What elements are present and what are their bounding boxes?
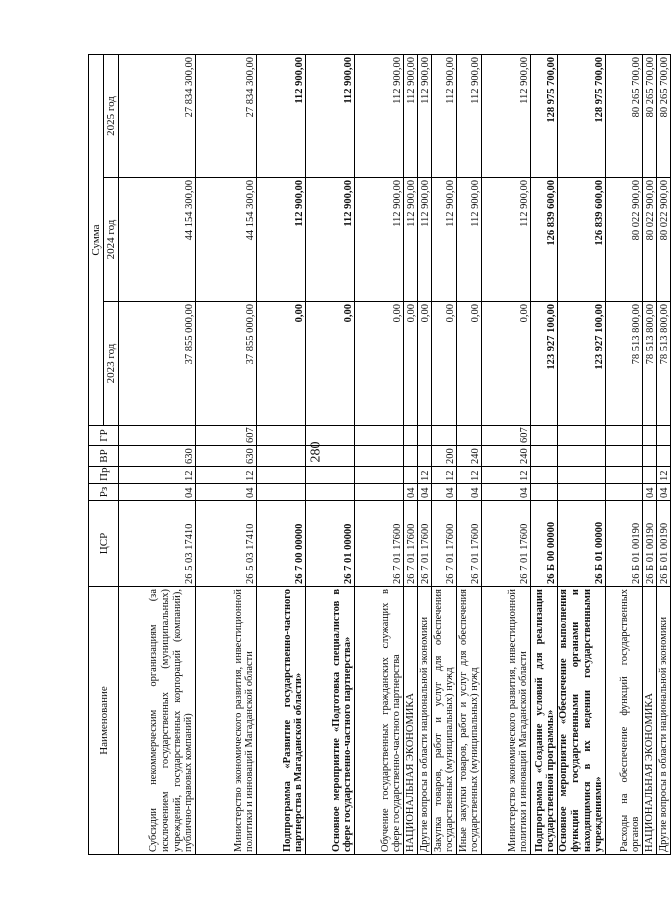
cell-y2023: 0,00 <box>355 302 404 426</box>
cell-y2024: 112 900,00 <box>355 178 404 302</box>
cell-y2024: 112 900,00 <box>404 178 418 302</box>
cell-y2024: 44 154 300,00 <box>119 178 196 302</box>
cell-csr: 26 7 01 17600 <box>355 501 404 587</box>
cell-name: Основное мероприятие «Подготовка специалистов в сфере государственно-частного партнерства» <box>306 587 355 855</box>
cell-csr: 26 7 01 17600 <box>404 501 418 587</box>
cell-vr <box>606 446 643 467</box>
cell-y2024: 112 900,00 <box>257 178 306 302</box>
cell-gr <box>457 426 482 446</box>
cell-rz: 04 <box>404 484 418 501</box>
cell-csr: 26 7 00 00000 <box>257 501 306 587</box>
cell-gr <box>418 426 432 446</box>
cell-y2023: 37 855 000,00 <box>196 302 257 426</box>
cell-vr: 200 <box>432 446 457 467</box>
cell-name: Подпрограмма «Создание условий для реализации государственной программы» <box>531 587 558 855</box>
cell-gr <box>404 426 418 446</box>
table-row <box>404 54 418 854</box>
page-number-text: 280 <box>308 441 323 463</box>
cell-name: Министерство экономического развития, инвестиционной политики и инноваций Магаданской области <box>482 587 531 855</box>
cell-pr: 12 <box>482 467 531 484</box>
cell-vr: 630 <box>196 446 257 467</box>
cell-pr: 12 <box>119 467 196 484</box>
cell-vr <box>657 446 671 467</box>
table-body <box>119 54 671 854</box>
cell-pr: 12 <box>418 467 432 484</box>
cell-rz: 04 <box>457 484 482 501</box>
cell-y2024: 80 022 900,00 <box>657 178 671 302</box>
cell-y2023: 0,00 <box>418 302 432 426</box>
cell-rz <box>531 484 558 501</box>
table-row <box>558 54 606 854</box>
header-vr: ВР <box>89 446 119 467</box>
cell-rz: 04 <box>482 484 531 501</box>
header-2025: 2025 год <box>104 54 119 177</box>
budget-table <box>88 54 671 855</box>
cell-gr <box>531 426 558 446</box>
cell-pr <box>355 467 404 484</box>
header-2024: 2024 год <box>104 178 119 302</box>
cell-gr <box>558 426 606 446</box>
cell-y2023: 78 513 800,00 <box>657 302 671 426</box>
header-name: Наименование <box>89 587 119 855</box>
rotated-table-wrapper <box>88 55 670 855</box>
cell-rz: 04 <box>196 484 257 501</box>
cell-rz: 04 <box>657 484 671 501</box>
cell-pr <box>404 467 418 484</box>
cell-rz: 04 <box>643 484 657 501</box>
table-row <box>606 54 643 854</box>
cell-gr: 607 <box>196 426 257 446</box>
cell-y2025: 128 975 700,00 <box>531 54 558 177</box>
cell-vr: 240 <box>457 446 482 467</box>
table-row <box>531 54 558 854</box>
cell-y2025: 27 834 300,00 <box>196 54 257 177</box>
cell-y2024: 80 022 900,00 <box>606 178 643 302</box>
cell-csr: 26 Б 01 00190 <box>606 501 643 587</box>
cell-vr: 630 <box>119 446 196 467</box>
cell-y2023: 78 513 800,00 <box>643 302 657 426</box>
cell-rz <box>306 484 355 501</box>
cell-vr <box>643 446 657 467</box>
header-sum: Сумма <box>89 54 104 425</box>
cell-csr: 26 7 01 17600 <box>457 501 482 587</box>
table-header <box>89 54 119 854</box>
cell-y2023: 0,00 <box>432 302 457 426</box>
cell-pr: 12 <box>657 467 671 484</box>
table-row <box>657 54 671 854</box>
cell-rz <box>606 484 643 501</box>
cell-y2025: 112 900,00 <box>432 54 457 177</box>
cell-rz: 04 <box>418 484 432 501</box>
cell-y2024: 112 900,00 <box>482 178 531 302</box>
cell-vr <box>306 446 355 467</box>
cell-rz <box>257 484 306 501</box>
cell-y2025: 112 900,00 <box>482 54 531 177</box>
cell-name: Иные закупки товаров, работ и услуг для обеспечения государственных (муниципальных) нужд <box>457 587 482 855</box>
cell-vr: 240 <box>482 446 531 467</box>
cell-y2023: 123 927 100,00 <box>558 302 606 426</box>
cell-csr: 26 Б 00 00000 <box>531 501 558 587</box>
table-row <box>119 54 196 854</box>
cell-pr: 12 <box>432 467 457 484</box>
cell-y2025: 80 265 700,00 <box>657 54 671 177</box>
table-row <box>257 54 306 854</box>
header-pr: Пр <box>89 467 119 484</box>
cell-vr <box>558 446 606 467</box>
cell-y2025: 112 900,00 <box>257 54 306 177</box>
cell-name: Другие вопросы в области национальной экономики <box>418 587 432 855</box>
cell-name: НАЦИОНАЛЬНАЯ ЭКОНОМИКА <box>643 587 657 855</box>
cell-csr: 26 Б 01 00190 <box>643 501 657 587</box>
cell-y2024: 126 839 600,00 <box>558 178 606 302</box>
cell-y2025: 112 900,00 <box>457 54 482 177</box>
cell-gr <box>657 426 671 446</box>
cell-y2024: 112 900,00 <box>418 178 432 302</box>
cell-y2025: 112 900,00 <box>306 54 355 177</box>
cell-csr: 26 Б 01 00190 <box>657 501 671 587</box>
cell-name: Подпрограмма «Развитие государственно-частного партнерства в Магаданской области» <box>257 587 306 855</box>
cell-name: Обучение государственных гражданских служащих в сфере государственно-частного партнерства <box>355 587 404 855</box>
cell-y2025: 112 900,00 <box>404 54 418 177</box>
cell-y2023: 123 927 100,00 <box>531 302 558 426</box>
cell-csr: 26 7 01 17600 <box>418 501 432 587</box>
cell-rz <box>355 484 404 501</box>
cell-gr <box>257 426 306 446</box>
table-row <box>196 54 257 854</box>
table-row <box>355 54 404 854</box>
cell-y2025: 27 834 300,00 <box>119 54 196 177</box>
cell-name: Министерство экономического развития, инвестиционной политики и инноваций Магаданской области <box>196 587 257 855</box>
cell-vr <box>257 446 306 467</box>
cell-csr: 26 5 03 17410 <box>119 501 196 587</box>
cell-csr: 26 7 01 00000 <box>306 501 355 587</box>
cell-pr <box>643 467 657 484</box>
cell-name: Закупка товаров, работ и услуг для обеспечения государственных (муниципальных) нужд <box>432 587 457 855</box>
cell-y2023: 0,00 <box>482 302 531 426</box>
header-gr: ГР <box>89 426 119 446</box>
cell-y2025: 112 900,00 <box>355 54 404 177</box>
cell-csr: 26 7 01 17600 <box>432 501 457 587</box>
cell-y2023: 78 513 800,00 <box>606 302 643 426</box>
cell-rz: 04 <box>432 484 457 501</box>
cell-y2024: 126 839 600,00 <box>531 178 558 302</box>
cell-y2025: 80 265 700,00 <box>606 54 643 177</box>
cell-gr <box>643 426 657 446</box>
cell-gr <box>119 426 196 446</box>
cell-y2024: 80 022 900,00 <box>643 178 657 302</box>
table-row <box>418 54 432 854</box>
cell-csr: 26 Б 01 00000 <box>558 501 606 587</box>
table-row <box>643 54 657 854</box>
cell-y2023: 0,00 <box>257 302 306 426</box>
cell-vr <box>355 446 404 467</box>
table-row <box>457 54 482 854</box>
cell-y2024: 112 900,00 <box>432 178 457 302</box>
cell-y2023: 37 855 000,00 <box>119 302 196 426</box>
cell-csr: 26 7 01 17600 <box>482 501 531 587</box>
cell-y2024: 44 154 300,00 <box>196 178 257 302</box>
cell-name: Основное мероприятие «Обеспечение выполнения функций государственными органами и находящимися в их ведении государственными учреждениями» <box>558 587 606 855</box>
cell-name: Субсидии некоммерческим организациям (за исключением государственных (муниципальных) учреждений, государственных корпораций (компаний), публично-правовых компаний) <box>119 587 196 855</box>
cell-rz <box>558 484 606 501</box>
cell-vr <box>531 446 558 467</box>
cell-y2025: 80 265 700,00 <box>643 54 657 177</box>
cell-y2023: 0,00 <box>457 302 482 426</box>
cell-rz: 04 <box>119 484 196 501</box>
table-row <box>306 54 355 854</box>
cell-pr <box>606 467 643 484</box>
cell-vr <box>404 446 418 467</box>
cell-pr: 12 <box>196 467 257 484</box>
header-2023: 2023 год <box>104 302 119 426</box>
cell-pr: 12 <box>457 467 482 484</box>
cell-y2024: 112 900,00 <box>457 178 482 302</box>
cell-gr <box>432 426 457 446</box>
cell-name: Расходы на обеспечение функций государственных органов <box>606 587 643 855</box>
cell-pr <box>306 467 355 484</box>
cell-y2023: 0,00 <box>306 302 355 426</box>
cell-gr: 607 <box>482 426 531 446</box>
cell-gr <box>606 426 643 446</box>
cell-y2025: 112 900,00 <box>418 54 432 177</box>
cell-vr <box>418 446 432 467</box>
cell-name: Другие вопросы в области национальной экономики <box>657 587 671 855</box>
cell-y2025: 128 975 700,00 <box>558 54 606 177</box>
header-csr: ЦСР <box>89 501 119 587</box>
cell-csr: 26 5 03 17410 <box>196 501 257 587</box>
table-row <box>432 54 457 854</box>
cell-y2023: 0,00 <box>404 302 418 426</box>
cell-gr <box>355 426 404 446</box>
cell-y2024: 112 900,00 <box>306 178 355 302</box>
cell-gr <box>306 426 355 446</box>
cell-name: НАЦИОНАЛЬНАЯ ЭКОНОМИКА <box>404 587 418 855</box>
cell-pr <box>531 467 558 484</box>
header-rz: Рз <box>89 484 119 501</box>
cell-pr <box>558 467 606 484</box>
table-row <box>482 54 531 854</box>
cell-pr <box>257 467 306 484</box>
